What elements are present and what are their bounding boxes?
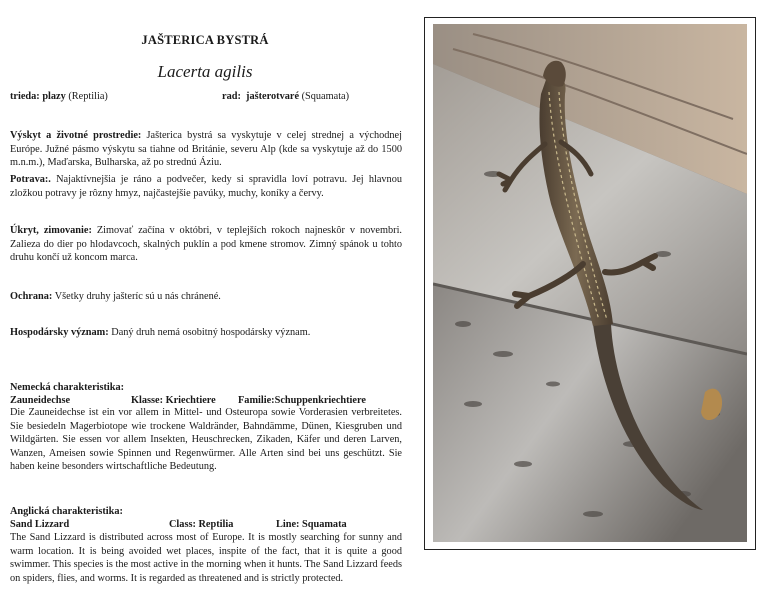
trieda-latin: (Reptilia) — [68, 91, 108, 102]
potrava-text: Najaktívnejšia je ráno a podvečer, kedy si spravidla loví potravu. Jej hlavnou zložkou potravy je rôzny hmyz, najčastejšie pavúky, muchy, koníky a červy. — [10, 174, 402, 199]
english-line: Line: Squamata — [276, 519, 347, 530]
section-potrava — [10, 173, 402, 200]
section-vyskyt — [10, 129, 402, 170]
hosp-text: Daný druh nemá osobitný hospodársky význam. — [111, 327, 311, 338]
german-heading: Nemecká charakteristika: — [10, 382, 125, 393]
section-ochrana — [10, 290, 402, 304]
photo-frame — [424, 17, 756, 550]
german-klasse: Klasse: Kriechtiere — [131, 395, 216, 406]
vyskyt-text: Jašterica bystrá sa vyskytuje v celej strednej a východnej Európe. Južné pásmo výskytu sa tiahne od Británie, severu Alp (kde sa vyskytuje až do 1500 m.n.m.), Maďarska, Bulharska, až po strednú Áziu. — [10, 130, 402, 169]
german-familie: Familie:Schuppenkriechtiere — [238, 395, 366, 406]
ukryt-text: Zimovať začína v októbri, v teplejších rokoch najneskôr v novembri. Zalieza do dier po hlodavcoch, skalných puklín a pod kmene stromov. Zimný spánok u tohto druhu končí už koncom marca. — [10, 225, 402, 264]
hosp-label: Hospodársky význam: — [10, 327, 109, 338]
vyskyt-label: Výskyt a životné prostredie: — [10, 130, 142, 141]
english-heading: Anglická charakteristika: — [10, 506, 123, 517]
english-name: Sand Lizzard — [10, 519, 70, 530]
section-hospodarsky — [10, 326, 402, 340]
section-ukryt — [10, 224, 402, 265]
potrava-label: Potrava:. — [10, 174, 51, 185]
german-name: Zauneidechse — [10, 395, 71, 406]
rad-row — [222, 90, 412, 104]
ochrana-text: Všetky druhy jašteríc sú u nás chránené. — [54, 291, 221, 302]
rad-latin: (Squamata) — [301, 91, 350, 102]
ochrana-label: Ochrana: — [10, 291, 53, 302]
rad-value: jašterotvaré — [246, 91, 300, 102]
ukryt-label: Úkryt, zimovanie: — [10, 225, 92, 236]
trieda-label: trieda: — [10, 91, 40, 102]
lizard-photo — [433, 24, 747, 542]
english-text: The Sand Lizzard is distributed across most of Europe. It is mostly searching for sunny and warm location. It is being avoided wet places, inspite of the fact, that it is quite a good swimmer. This species is the most active in the morning when it hunts. The Sand Lizzard feeds on spiders, flies, and worms. It is regarded as threatened and is strictly protected. — [10, 532, 402, 584]
english-class: Class: Reptilia — [169, 519, 234, 530]
trieda-value: plazy — [42, 91, 66, 102]
page-title: JAŠTERICA BYSTRÁ — [141, 33, 269, 47]
german-text: Die Zauneidechse ist ein vor allem in Mittel- und Osteuropa sowie Vorderasien verbreitetes. Sie besiedeln Magerbiotope wie trockene Waldränder, Bahndämme, Dünen, Kiesgruben und Wildgärten. Sie essen vor allem Insekten, Heuschrecken, Zikaden, Käfer und deren Larven, Wanzen, Ameisen sowie Spinnen und Regenwürmer. Alle Arten sind bei uns geschützt. Sie haben keine besonders wirtschaftliche Bedeutung. — [10, 407, 402, 473]
rad-label: rad: — [222, 91, 241, 102]
latin-name: Lacerta agilis — [157, 62, 253, 81]
